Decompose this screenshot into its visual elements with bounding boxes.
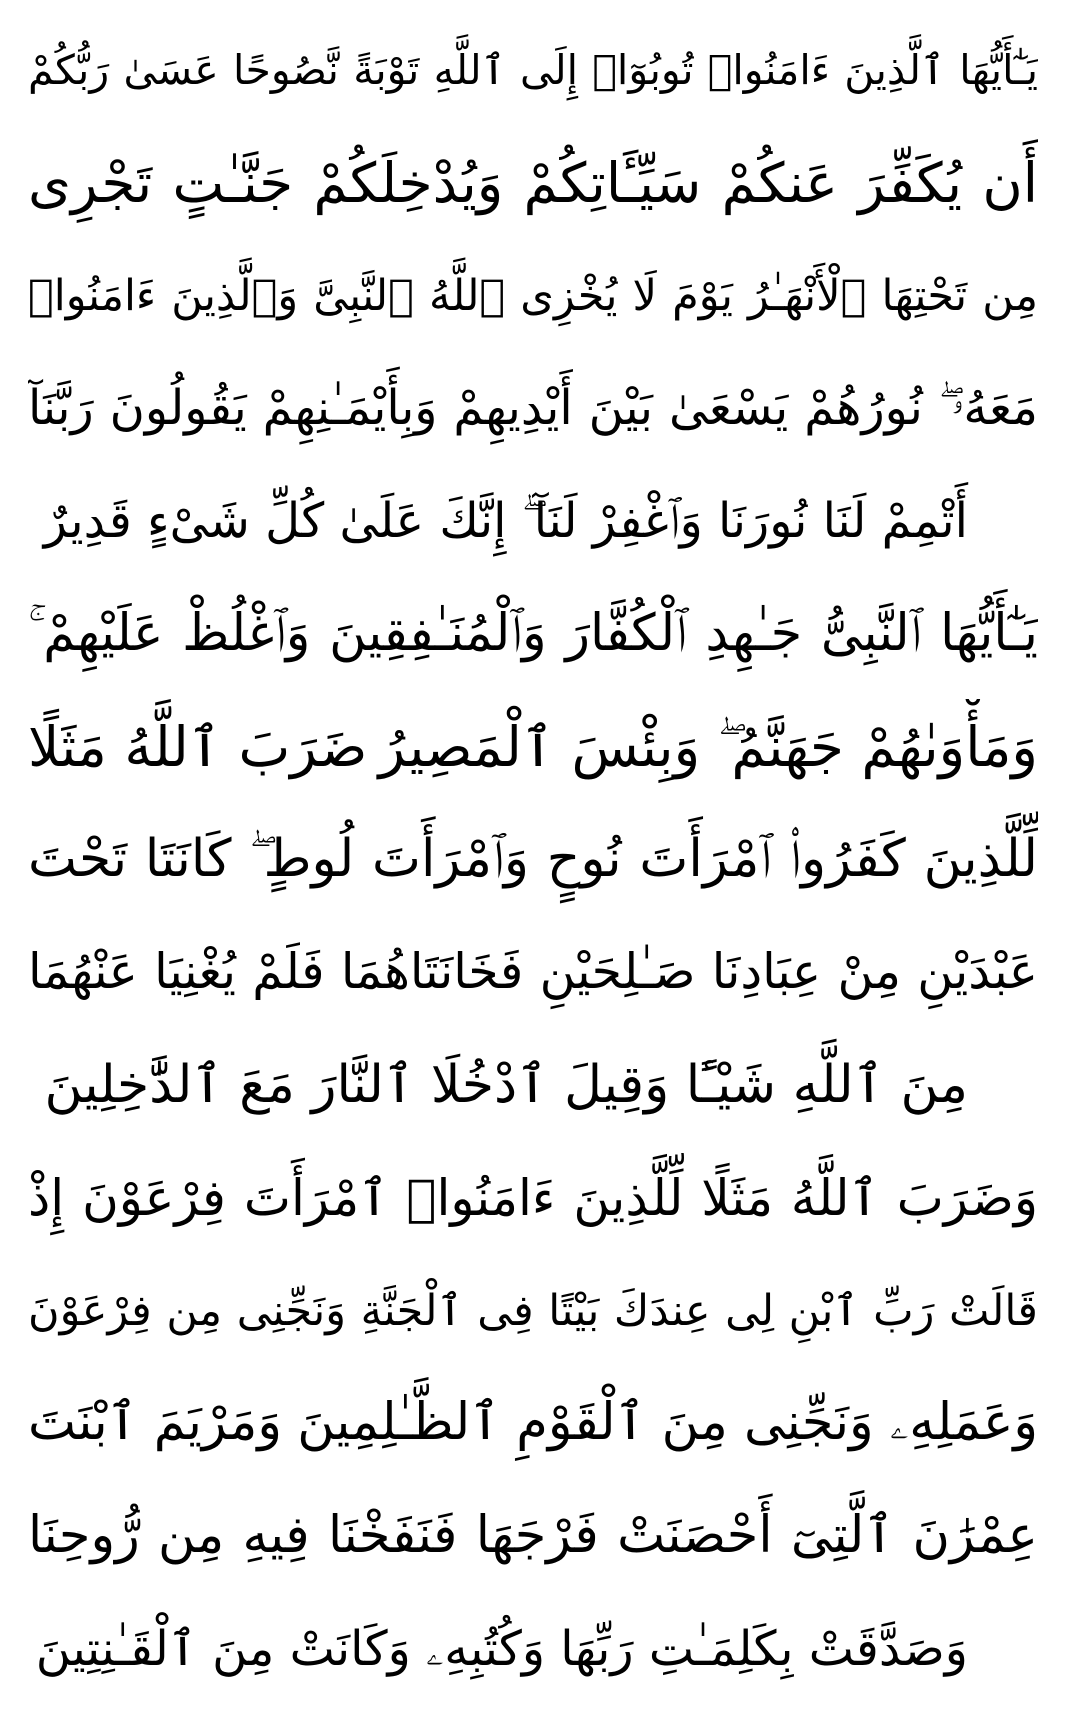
text-line-15 [28,1601,1038,1697]
text-line-5 [28,473,1038,569]
text-line-3-segment: مِن تَحْتِهَا ٱلْأَنْهَـٰرُ يَوْمَ لَا يُخْزِى ٱللَّهُ ٱلنَّبِىَّ وَٱلَّذِينَ ءَامَنُوا۟ [28,270,1038,321]
text-line-7-segment-a: وَمَأْوَىٰهُمْ جَهَنَّمُ ۖ وَبِئْسَ ٱلْمَصِيرُ [378,714,1038,779]
text-line-4 [28,360,1038,456]
text-line-1 [28,22,1038,118]
text-line-6 [28,586,1038,682]
text-line-7 [28,699,1038,795]
text-line-2 [28,135,1038,231]
text-line-13 [28,1375,1038,1471]
text-line-9 [28,924,1038,1020]
text-line-11-segment: وَضَرَبَ ٱللَّهُ مَثَلًا لِّلَّذِينَ ءَامَنُوا۟ ٱمْرَأَتَ فِرْعَوْنَ إِذْ [28,1168,1038,1227]
text-line-9-segment: عَبْدَيْنِ مِنْ عِبَادِنَا صَـٰلِحَيْنِ فَخَانَتَاهُمَا فَلَمْ يُغْنِيَا عَنْهُمَا [28,943,1038,1001]
quran-text-block [28,22,1038,1697]
text-line-10-segment: مِنَ ٱللَّهِ شَيْـًٔا وَقِيلَ ٱدْخُلَا ٱلنَّارَ مَعَ ٱلدَّٰخِلِينَ [44,1055,968,1116]
text-line-11 [28,1150,1038,1246]
text-line-14-segment: عِمْرَٰنَ ٱلَّتِىٓ أَحْصَنَتْ فَرْجَهَا فَنَفَخْنَا فِيهِ مِن رُّوحِنَا [28,1506,1038,1566]
text-line-13-segment-a: وَعَمَلِهِۦ وَنَجِّنِى مِنَ ٱلْقَوْمِ ٱلظَّـٰلِمِينَ [297,1393,1038,1453]
text-line-7-segment-b: ضَرَبَ ٱللَّهُ مَثَلًا [28,714,368,779]
text-line-3 [28,248,1038,344]
text-line-6-segment: يَـٰٓأَيُّهَا ٱلنَّبِىُّ جَـٰهِدِ ٱلْكُفَّارَ وَٱلْمُنَـٰفِقِينَ وَٱغْلُظْ عَلَيْهِمْ ۚ [28,603,1038,663]
text-line-12 [28,1263,1038,1359]
text-line-12-segment: قَالَتْ رَبِّ ٱبْنِ لِى عِندَكَ بَيْتًا فِى ٱلْجَنَّةِ وَنَجِّنِى مِن فِرْعَوْنَ [28,1285,1038,1336]
text-line-8-segment: لِّلَّذِينَ كَفَرُوا۟ ٱمْرَأَتَ نُوحٍ وَٱمْرَأَتَ لُوطٍ ۖ كَانَتَا تَحْتَ [28,829,1038,890]
text-line-1-segment: يَـٰٓأَيُّهَا ٱلَّذِينَ ءَامَنُوا۟ تُوبُوٓا۟ إِلَى ٱللَّهِ تَوْبَةً نَّصُوحًا عَسَىٰ رَبُّكُمْ [28,46,1038,94]
text-line-5-segment: أَتْمِمْ لَنَا نُورَنَا وَٱغْفِرْ لَنَآ ۖ إِنَّكَ عَلَىٰ كُلِّ شَىْءٍ قَدِيرٌ [43,493,968,550]
text-line-15-segment: وَصَدَّقَتْ بِكَلِمَـٰتِ رَبِّهَا وَكُتُبِهِۦ وَكَانَتْ مِنَ ٱلْقَـٰنِتِينَ [35,1620,968,1677]
text-line-13-segment-b: وَمَرْيَمَ ٱبْنَتَ [28,1393,282,1453]
text-line-4-segment: مَعَهُۥ ۖ نُورُهُمْ يَسْعَىٰ بَيْنَ أَيْدِيهِمْ وَبِأَيْمَـٰنِهِمْ يَقُولُونَ رَبَّنَآ [28,380,1038,437]
text-line-14 [28,1488,1038,1584]
text-line-8 [28,811,1038,907]
text-line-10 [28,1037,1038,1133]
text-line-2-segment: أَن يُكَفِّرَ عَنكُمْ سَيِّـَٔاتِكُمْ وَيُدْخِلَكُمْ جَنَّـٰتٍ تَجْرِى [28,150,1038,215]
